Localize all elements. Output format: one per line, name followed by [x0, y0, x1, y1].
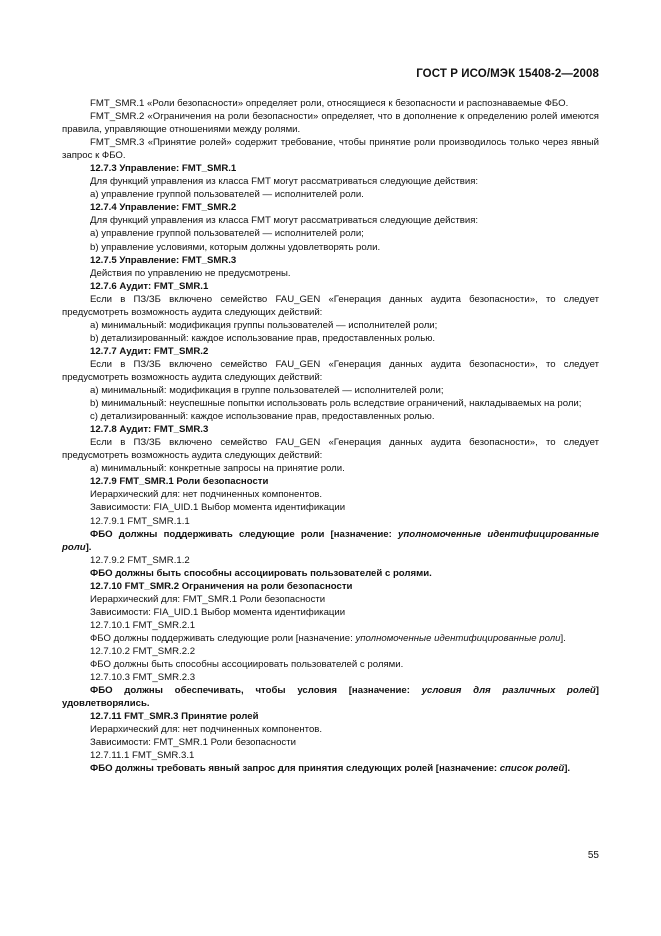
- req-smr2-3-assignment: условия для различных ролей: [421, 685, 596, 697]
- heading-12-7-10: 12.7.10 FMT_SMR.2 Ограничения на роли безопасности: [90, 580, 353, 592]
- heading-12-7-9: 12.7.9 FMT_SMR.1 Роли безопасности: [90, 476, 269, 488]
- req-smr2-1-assignment: уполномоченные идентифицированные роли: [355, 632, 561, 644]
- audit2-intro: Если в ПЗ/ЗБ включено семейство FAU_GEN «Генерация данных аудита безопасности», то следует предусмотреть возможность аудита следующих действий:: [62, 358, 599, 383]
- audit1-item-a: а) минимальный: модификация группы пользователей — исполнителей роли;: [90, 319, 438, 331]
- req-smr2-1-close: ].: [560, 632, 566, 644]
- req-smr2-1-text: ФБО должны поддерживать следующие роли [назначение:: [90, 632, 356, 644]
- heading-12-7-7: 12.7.7 Аудит: FMT_SMR.2: [90, 345, 209, 357]
- para-smr1-intro: FMT_SMR.1 «Роли безопасности» определяет роли, относящиеся к безопасности и распознаваемые ФБО.: [90, 98, 569, 109]
- req-smr1-1-close: ].: [85, 541, 92, 553]
- requirement-smr3-1: [62, 762, 599, 775]
- mgmt1-item-a: а) управление группой пользователей — исполнителей роли.: [90, 189, 364, 201]
- smr1-hierarchical: Иерархический для: нет подчиненных компонентов.: [90, 489, 323, 501]
- mgmt3-text: Действия по управлению не предусмотрены.: [90, 267, 291, 279]
- req-smr1-1-text: ФБО должны поддерживать следующие роли [назначение:: [90, 528, 399, 540]
- smr2-dependencies: Зависимости: FIA_UID.1 Выбор момента идентификации: [90, 606, 346, 618]
- requirement-smr1-2: ФБО должны быть способны ассоциировать пользователей с ролями.: [90, 567, 432, 579]
- req-smr3-1-close: ].: [564, 763, 571, 775]
- mgmt2-item-b: b) управление условиями, которым должны удовлетворять роли.: [90, 241, 381, 253]
- para-smr3-intro: FMT_SMR.3 «Принятие ролей» содержит требование, чтобы принятие роли производилось только через явный запрос к ФБО.: [62, 137, 599, 162]
- audit1-item-b: b) детализированный: каждое использование прав, предоставленных ролью.: [90, 332, 436, 344]
- requirement-smr2-1: [62, 632, 599, 645]
- element-smr2-1: 12.7.10.1 FMT_SMR.2.1: [90, 619, 196, 631]
- smr3-dependencies: Зависимости: FMT_SMR.1 Роли безопасности: [90, 737, 296, 749]
- mgmt2-intro: Для функций управления из класса FMT могут рассматриваться следующие действия:: [90, 215, 479, 227]
- requirement-smr1-1: [62, 528, 599, 554]
- element-smr3-1: 12.7.11.1 FMT_SMR.3.1: [90, 750, 195, 762]
- req-smr3-1-assignment: список ролей: [499, 763, 565, 775]
- element-smr2-2: 12.7.10.2 FMT_SMR.2.2: [90, 645, 196, 657]
- heading-12-7-3: 12.7.3 Управление: FMT_SMR.1: [90, 163, 237, 175]
- heading-12-7-8: 12.7.8 Аудит: FMT_SMR.3: [90, 424, 209, 436]
- element-smr1-2: 12.7.9.2 FMT_SMR.1.2: [90, 554, 190, 566]
- req-smr1-1-assignment: уполномоченные идентифицированные роли: [62, 528, 599, 553]
- audit1-intro: Если в ПЗ/ЗБ включено семейство FAU_GEN «Генерация данных аудита безопасности», то следует предусмотреть возможность аудита следующих действий:: [62, 293, 599, 318]
- audit2-item-c: с) детализированный: каждое использование прав, предоставленных ролью.: [90, 411, 435, 423]
- req-smr3-1-text: ФБО должны требовать явный запрос для принятия следующих ролей [назначение:: [90, 763, 500, 775]
- audit2-item-a: а) минимальный: модификация в группе пользователей — исполнителей роли;: [90, 385, 444, 397]
- heading-12-7-5: 12.7.5 Управление: FMT_SMR.3: [90, 254, 237, 266]
- audit2-item-b: b) минимальный: неуспешные попытки использовать роль вследствие ограничений, накладываемых на роли;: [90, 398, 582, 410]
- heading-12-7-11: 12.7.11 FMT_SMR.3 Принятие ролей: [90, 711, 259, 723]
- smr3-hierarchical: Иерархический для: нет подчиненных компонентов.: [90, 724, 323, 736]
- running-header: ГОСТ Р ИСО/МЭК 15408-2—2008: [416, 68, 599, 80]
- mgmt1-intro: Для функций управления из класса FMT могут рассматриваться следующие действия:: [90, 176, 479, 188]
- req-smr2-3-close: ] удовлетворялись.: [62, 685, 599, 710]
- audit3-intro: Если в ПЗ/ЗБ включено семейство FAU_GEN «Генерация данных аудита безопасности», то следует предусмотреть возможность аудита следующих действий:: [62, 437, 599, 462]
- element-smr1-1: 12.7.9.1 FMT_SMR.1.1: [90, 515, 190, 527]
- audit3-item-a: а) минимальный: конкретные запросы на принятие роли.: [90, 463, 345, 475]
- heading-12-7-6: 12.7.6 Аудит: FMT_SMR.1: [90, 280, 209, 292]
- heading-12-7-4: 12.7.4 Управление: FMT_SMR.2: [90, 202, 237, 214]
- mgmt2-item-a: а) управление группой пользователей — исполнителей роли;: [90, 228, 364, 240]
- req-smr2-3-text: ФБО должны обеспечивать, чтобы условия [назначение:: [90, 685, 422, 697]
- para-smr2-intro: FMT_SMR.2 «Ограничения на роли безопасности» определяет, что в дополнение к определению ролей имеются правила, управляющие отношениями между ролями.: [62, 111, 599, 136]
- smr2-hierarchical: Иерархический для: FMT_SMR.1 Роли безопасности: [90, 593, 326, 605]
- requirement-smr2-3: [62, 684, 599, 710]
- smr1-dependencies: Зависимости: FIA_UID.1 Выбор момента идентификации: [90, 502, 346, 514]
- page-number: 55: [587, 850, 599, 861]
- requirement-smr2-2: ФБО должны быть способны ассоциировать пользователей с ролями.: [90, 659, 404, 671]
- page-body: [62, 97, 599, 775]
- element-smr2-3: 12.7.10.3 FMT_SMR.2.3: [90, 672, 196, 684]
